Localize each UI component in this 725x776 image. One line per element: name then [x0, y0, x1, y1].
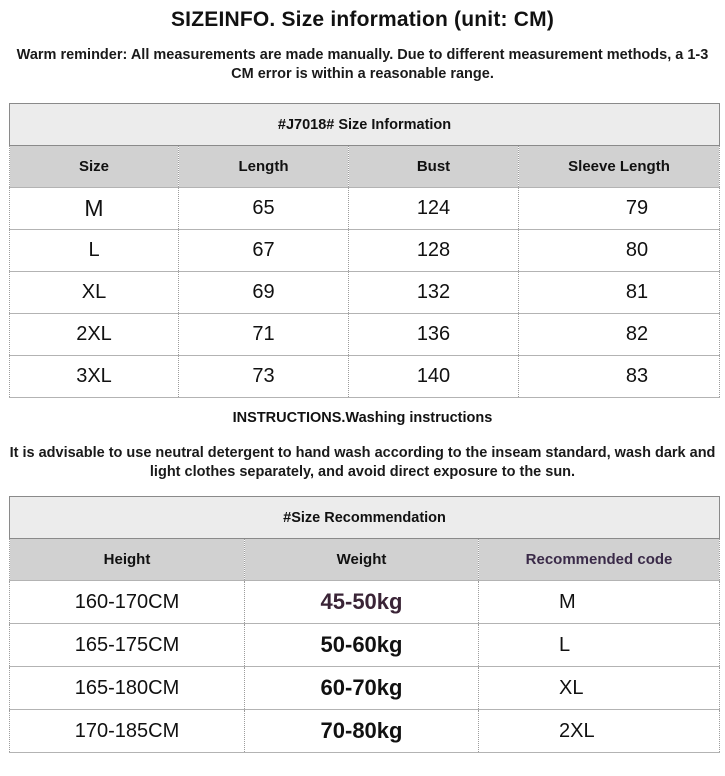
- bust-cell: 128: [349, 230, 519, 272]
- bust-cell: 132: [349, 272, 519, 314]
- size-table-caption-row: [10, 104, 720, 146]
- recommendation-table-caption: #Size Recommendation: [10, 497, 720, 539]
- bust-cell: 124: [349, 188, 519, 230]
- weight-cell: 70-80kg: [245, 710, 479, 753]
- sleeve-length-cell: 79: [519, 188, 720, 230]
- recommended-code-cell: XL: [479, 667, 720, 710]
- table-row: [10, 356, 720, 398]
- size-table-header-row: [10, 146, 720, 188]
- column-header-sleeve-length: Sleeve Length: [519, 146, 720, 188]
- column-header-bust: Bust: [349, 146, 519, 188]
- table-row: [10, 314, 720, 356]
- column-header-size: Size: [10, 146, 179, 188]
- size-recommendation-table: [9, 496, 720, 753]
- table-row: [10, 272, 720, 314]
- page-title: SIZEINFO. Size information (unit: CM): [170, 8, 555, 31]
- size-table-caption: #J7018# Size Information: [10, 104, 720, 146]
- recommendation-table-header-row: [10, 539, 720, 581]
- column-header-height: Height: [10, 539, 245, 581]
- size-cell: L: [10, 230, 179, 272]
- length-cell: 69: [179, 272, 349, 314]
- recommendation-table-caption-row: [10, 497, 720, 539]
- sleeve-length-cell: 82: [519, 314, 720, 356]
- weight-cell: 60-70kg: [245, 667, 479, 710]
- height-cell: 165-175CM: [10, 624, 245, 667]
- sleeve-length-cell: 81: [519, 272, 720, 314]
- height-cell: 165-180CM: [10, 667, 245, 710]
- bust-cell: 136: [349, 314, 519, 356]
- table-row: [10, 710, 720, 753]
- length-cell: 67: [179, 230, 349, 272]
- weight-cell: 45-50kg: [245, 581, 479, 624]
- table-row: [10, 188, 720, 230]
- length-cell: 71: [179, 314, 349, 356]
- length-cell: 73: [179, 356, 349, 398]
- recommended-code-cell: L: [479, 624, 720, 667]
- recommended-code-cell: M: [479, 581, 720, 624]
- length-cell: 65: [179, 188, 349, 230]
- table-row: [10, 667, 720, 710]
- table-row: [10, 581, 720, 624]
- table-row: [10, 230, 720, 272]
- column-header-length: Length: [179, 146, 349, 188]
- column-header-weight: Weight: [245, 539, 479, 581]
- washing-instructions-title: INSTRUCTIONS.Washing instructions: [232, 410, 493, 426]
- column-header-recommended-code: Recommended code: [479, 539, 720, 581]
- table-row: [10, 624, 720, 667]
- recommended-code-cell: 2XL: [479, 710, 720, 753]
- height-cell: 160-170CM: [10, 581, 245, 624]
- weight-cell: 50-60kg: [245, 624, 479, 667]
- bust-cell: 140: [349, 356, 519, 398]
- measurement-reminder: Warm reminder: All measurements are made manually. Due to different measurement methods, a 1-3 CM error is within a reasonable range.: [16, 47, 709, 82]
- height-cell: 170-185CM: [10, 710, 245, 753]
- size-cell: 3XL: [10, 356, 179, 398]
- size-information-table: [9, 103, 720, 398]
- size-cell: M: [10, 188, 179, 230]
- size-cell: XL: [10, 272, 179, 314]
- size-cell: 2XL: [10, 314, 179, 356]
- washing-instructions-text: It is advisable to use neutral detergent to hand wash according to the inseam standard, wash dark and light clothes separately, and avoid direct exposure to the sun.: [9, 445, 716, 480]
- sleeve-length-cell: 80: [519, 230, 720, 272]
- sleeve-length-cell: 83: [519, 356, 720, 398]
